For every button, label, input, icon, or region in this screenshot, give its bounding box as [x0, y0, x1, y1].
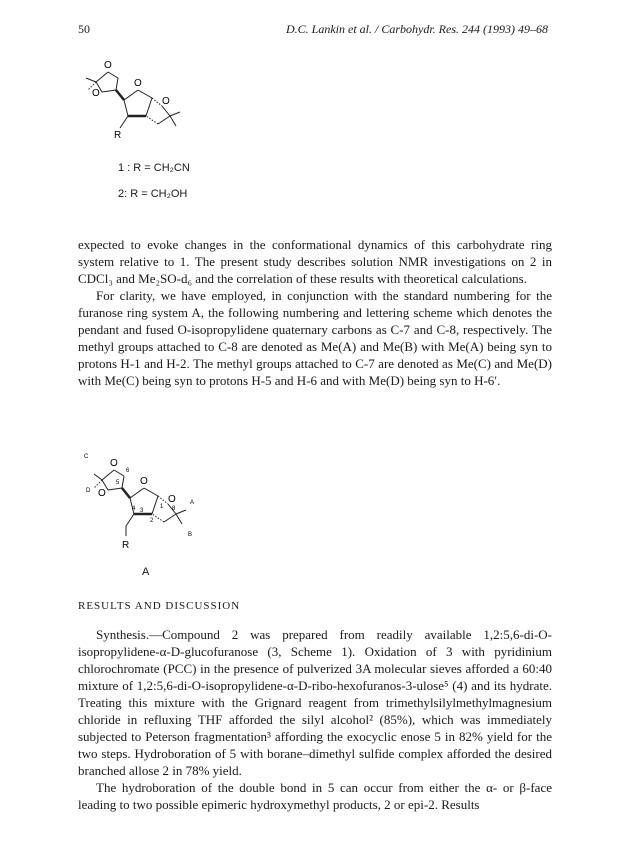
numbering-label: 1	[160, 504, 164, 510]
numbering-label: 4	[132, 506, 136, 512]
page-number: 50	[78, 22, 90, 36]
numbering-label: 8	[172, 506, 176, 512]
structure-a-diagram	[84, 452, 214, 562]
atom-label-o: O	[134, 78, 142, 89]
paragraph-3: Synthesis.—Compound 2 was prepared from readily available 1,2:5,6-di-O-isopropylidene-α-D-glucofuranose (3, Scheme 1). Oxidation of 3 with pyridinium chlorochromate (PCC) in the presence of pulverized 3A molecular sieves afforded a 60:40 mixture of 1,2:5,6-di-O-isopropylidene-α-D-ribo-hexofuranos-3-ulose⁵ (4) and its hydrate. Treating this mixture with the Grignard reagent from trimethylsilylmethylmagnesium chloride in refluxing THF afforded the silyl alcohol² (85%), which was immediately subjected to Peterson fragmentation³ affording the exocyclic enose 5 in 82% yield for the two steps. Hydroboration of 5 with borane–dimethyl sulfide complex afforded the desired branched allose 2 in 78% yield.	[78, 627, 552, 778]
atom-label-o: O	[92, 88, 100, 99]
atom-label-r: R	[122, 540, 130, 551]
numbering-label: 3	[140, 508, 144, 514]
compound-labels	[118, 162, 190, 214]
atom-label-o: O	[110, 458, 118, 469]
body-text-lower	[78, 626, 552, 813]
numbering-label: 2	[150, 518, 154, 524]
numbering-label: C	[84, 454, 89, 460]
atom-label-o: O	[104, 60, 112, 71]
paragraph-2: For clarity, we have employed, in conjunction with the standard numbering for the furanose ring system A, the following numbering and lettering scheme which denotes the pendant and fused O-isopropylidene quaternary carbons as C-7 and C-8, respectively. The methyl groups attached to C-8 are denoted as Me(A) and Me(B) with Me(A) being syn to protons H-1 and H-2. The methyl groups attached to C-7 are denoted as Me(C) and Me(D) with Me(C) being syn to protons H-5 and H-6 and with Me(D) being syn to H-6′.	[78, 288, 552, 388]
numbering-label: 6	[126, 468, 130, 474]
numbering-label: D	[86, 488, 91, 494]
atom-label-o: O	[98, 488, 106, 499]
atom-label-o: O	[168, 494, 176, 505]
page-header	[78, 22, 548, 40]
atom-label-o: O	[162, 96, 170, 107]
compound-label-2: 2: R = CH₂OH	[118, 188, 188, 200]
numbering-label: A	[190, 500, 195, 506]
structure-a-caption: A	[142, 566, 150, 578]
paragraph-4: The hydroboration of the double bond in 5 can occur from either the α- or β-face leading to two possible epimeric hydroxymethyl products, 2 or epi-2. Results	[78, 780, 552, 812]
compound-label-1: 1 : R = CH₂CN	[118, 162, 190, 174]
numbering-label: 5	[116, 480, 120, 486]
numbering-label: B	[188, 532, 193, 538]
atom-label-o: O	[140, 476, 148, 487]
running-head: D.C. Lankin et al. / Carbohydr. Res. 244 (1993) 49–68	[286, 22, 548, 36]
atom-label-r: R	[114, 130, 122, 141]
section-heading: RESULTS AND DISCUSSION	[78, 600, 241, 612]
structure-1-diagram	[78, 56, 208, 156]
body-text-upper	[78, 236, 552, 389]
paragraph-1: expected to evoke changes in the conformational dynamics of this carbohydrate ring system relative to 1. The present study describes solution NMR investigations on 2 in CDCl₃ and Me₂SO-d₆ and the correlation of these results with theoretical calculations.	[78, 237, 552, 286]
